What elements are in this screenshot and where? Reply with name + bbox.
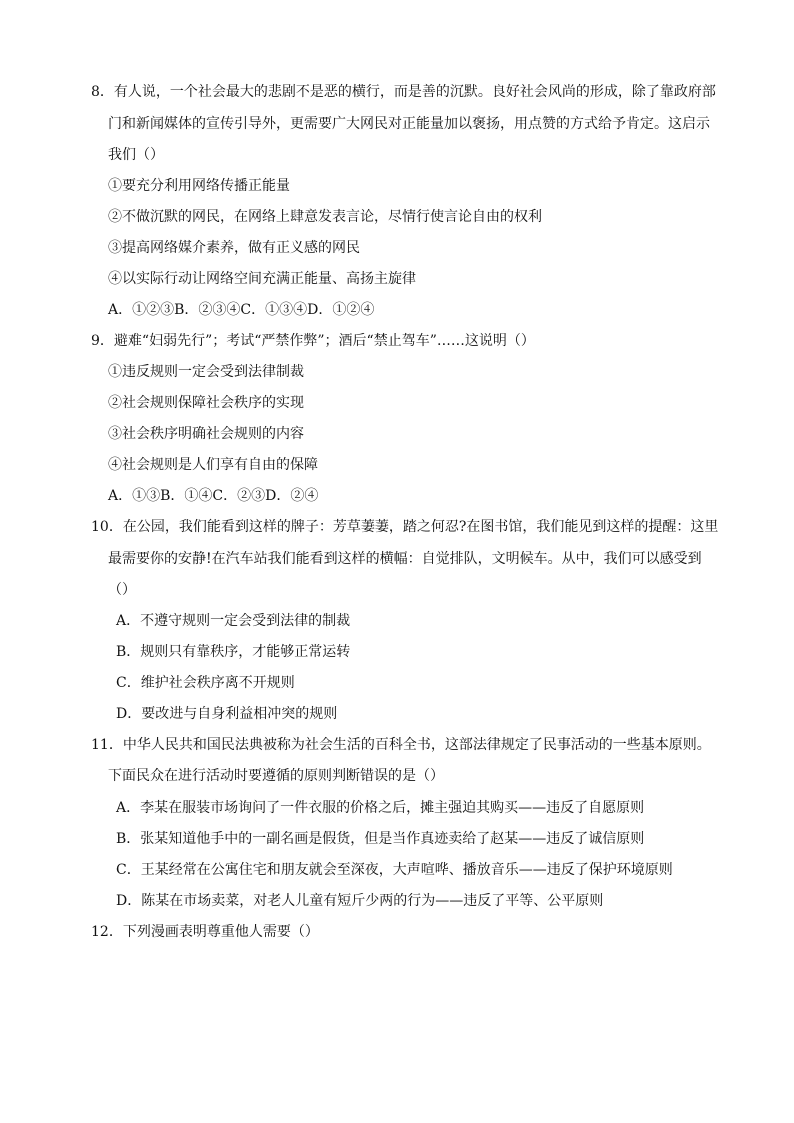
q8-statement-1: ①要充分利用网络传播正能量 (108, 178, 290, 194)
q11-option-d: D．陈某在市场卖菜，对老人儿童有短斤少两的行为——违反了平等、公平原则 (116, 893, 604, 909)
q10-option-c: C．维护社会秩序离不开规则 (116, 675, 295, 691)
q8-stem-line-2: 门和新闻媒体的宣传引导外，更需要广大网民对正能量加以褒扬，用点赞的方式给予肯定。这启示 (108, 116, 710, 132)
q9-options: A．①③B．①④C．②③D．②④ (108, 488, 319, 504)
q12-stem-line-1: 12．下列漫画表明尊重他人需要（） (91, 924, 319, 940)
q10-stem-line-3: （） (108, 582, 136, 598)
q11-stem-line-2: 下面民众在进行活动时要遵循的原则判断错误的是（） (108, 768, 444, 784)
q11-option-b: B．张某知道他手中的一副名画是假货，但是当作真迹卖给了赵某——违反了诚信原则 (116, 831, 645, 847)
q10-option-b: B．规则只有靠秩序，才能够正常运转 (116, 644, 351, 660)
q11-option-c: C．王某经常在公寓住宅和朋友就会至深夜，大声喧哗、播放音乐——违反了保护环境原则 (116, 862, 673, 878)
q8-statement-3: ③提高网络媒介素养，做有正义感的网民 (108, 240, 360, 256)
q9-statement-4: ④社会规则是人们享有自由的保障 (108, 457, 318, 473)
q8-options: A．①②③B．②③④C．①③④D．①②④ (108, 302, 375, 318)
q10-stem-line-1-top: 10．在公园，我们能看到这样的牌子：芳草萋萋，踏之何忍?在图书馆，我们能见到这样的提醒：这里 (91, 519, 719, 535)
q8-statement-4: ④以实际行动让网络空间充满正能量、高扬主旋律 (108, 271, 416, 287)
q10-option-d: D．要改进与自身利益相冲突的规则 (116, 706, 338, 722)
q9-stem-line-1: 9．避难“妇弱先行”；考试“严禁作弊”；酒后“禁止驾车”……这说明（） (91, 333, 535, 349)
q8-stem-line-1: 8．有人说，一个社会最大的悲剧不是恶的横行，而是善的沉默。良好社会风尚的形成，除了靠政府部 (91, 84, 716, 100)
q10-option-a: A．不遵守规则一定会受到法律的制裁 (116, 613, 351, 629)
q8-statement-2: ②不做沉默的网民，在网络上肆意发表言论，尽情行使言论自由的权利 (108, 209, 542, 225)
q9-statement-1: ①违反规则一定会受到法律制裁 (108, 364, 304, 380)
q11-option-a: A．李某在服装市场询问了一件衣服的价格之后，摊主强迫其购买——违反了自愿原则 (116, 800, 645, 816)
q8-stem-line-3: 我们（） (108, 147, 164, 163)
q10-stem-line-2: 最需要你的安静!在汽车站我们能看到这样的横幅：自觉排队，文明候车。从中，我们可以感受到 (108, 551, 702, 567)
q9-statement-2: ②社会规则保障社会秩序的实现 (108, 395, 304, 411)
q11-stem-line-1: 11．中华人民共和国民法典被称为社会生活的百科全书，这部法律规定了民事活动的一些基本原则。 (91, 737, 711, 753)
q9-statement-3: ③社会秩序明确社会规则的内容 (108, 426, 304, 442)
